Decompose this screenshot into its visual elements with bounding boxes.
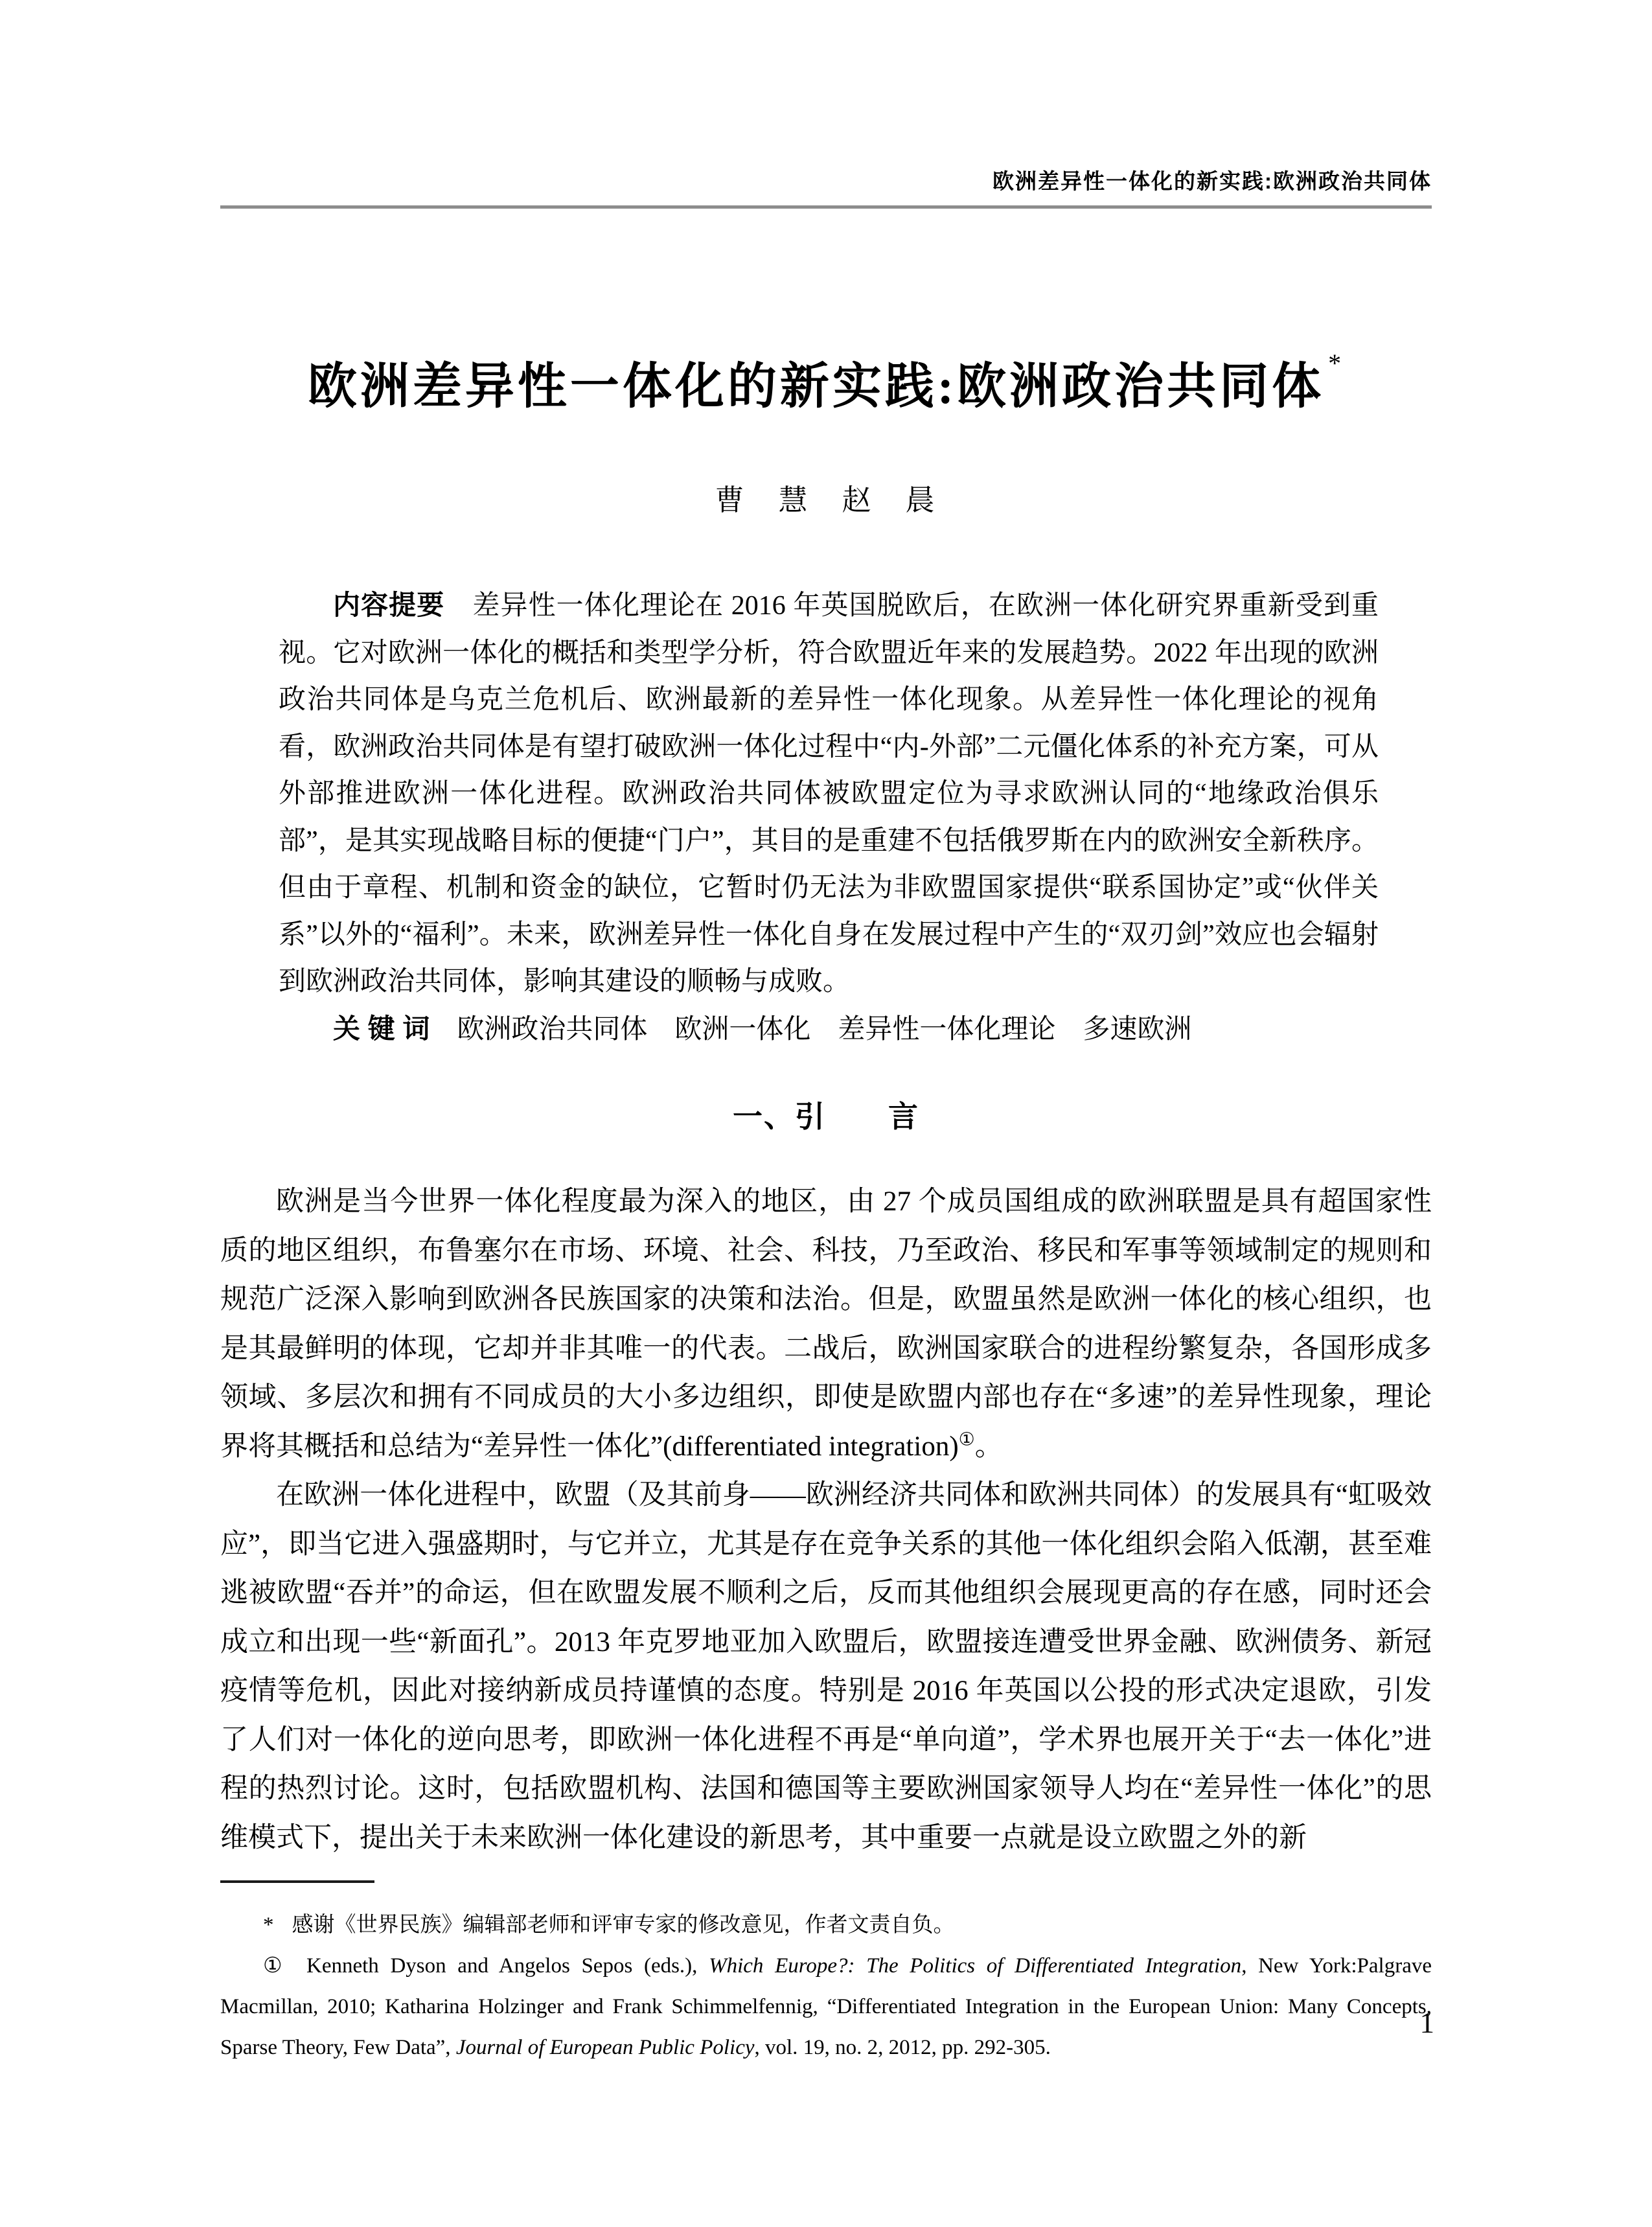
body-paragraph-2: 在欧洲一体化进程中，欧盟（及其前身——欧洲经济共同体和欧洲共同体）的发展具有“虹吸效应”，即当它进入强盛期时，与它并立，尤其是存在竞争关系的其他一体化组织会陷入低潮，甚至难逃被欧盟“吞并”的命运，但在欧盟发展不顺利之后，反而其他组织会展现更高的存在感，同时还会成立和出现一些“新面孔”。2013 年克罗地亚加入欧盟后，欧盟接连遭受世界金融、欧洲债务、新冠疫情等危机，因此对接纳新成员持谨慎的态度。特别是 2016 年英国以公投的形式决定退欧，引发了人们对一体化的逆向思考，即欧洲一体化进程不再是“单向道”，学术界也展开关于“去一体化”进程的热烈讨论。这时，包括欧盟机构、法国和德国等主要欧洲国家领导人均在“差异性一体化”的思维模式下，提出关于未来欧洲一体化建设的新思考，其中重要一点就是设立欧盟之外的新 [220,1480,1432,1853]
running-head: 欧洲差异性一体化的新实践:欧洲政治共同体 [992,169,1432,193]
body-paragraph-1-tail: 。 [974,1431,1003,1462]
abstract-body-text: 差异性一体化理论在 2016 年英国脱欧后，在欧洲一体化研究界重新受到重视。它对欧洲一体化的概括和类型学分析，符合欧盟近年来的发展趋势。2022 年出现的欧洲政治共同体是乌克兰危机后、欧洲最新的差异性一体化现象。从差异性一体化理论的视角看，欧洲政治共同体是有望打破欧洲一体化过程中“内-外部”二元僵化体系的补充方案，可从外部推进欧洲一体化进程。欧洲政治共同体被欧盟定位为寻求欧洲认同的“地缘政治俱乐部”，是其实现战略目标的便捷“门户”，其目的是重建不包括俄罗斯在内的欧洲安全新秩序。但由于章程、机制和资金的缺位，它暂时仍无法为非欧盟国家提供“联系国协定”或“伙伴关系”以外的“福利”。未来，欧洲差异性一体化自身在发展过程中产生的“双刃剑”效应也会辐射到欧洲政治共同体，影响其建设的顺畅与成败。 [279,591,1379,997]
abstract-section [279,582,1379,1053]
footnote-thanks-mark: * [263,1913,274,1937]
footnote-thanks [220,1905,1432,1946]
footnote-area [220,1880,1432,2068]
abstract-label: 内容提要 [333,590,445,620]
abstract-paragraph [279,582,1379,1006]
footnote-thanks-text: 感谢《世界民族》编辑部老师和评审专家的修改意见，作者文责自负。 [292,1913,955,1937]
header-divider-rule [220,205,1432,209]
authors-line: 曹 慧 赵 晨 [715,484,937,516]
section-heading-introduction: 一、引 言 [733,1100,919,1133]
article-title-text: 欧洲差异性一体化的新实践:欧洲政治共同体 [307,360,1325,414]
keywords-line [279,1006,1379,1054]
title-footnote-mark: * [1328,348,1345,378]
keywords-text: 欧洲政治共同体 欧洲一体化 差异性一体化理论 多速欧洲 [457,1014,1192,1044]
body-paragraph-1-text: 欧洲是当今世界一体化程度最为深入的地区，由 27 个成员国组成的欧洲联盟是具有超国家性质的地区组织，布鲁塞尔在市场、环境、社会、科技，乃至政治、移民和军事等领域制定的规则和规范广泛深入影响到欧洲各民族国家的决策和法治。但是，欧盟虽然是欧洲一体化的核心组织，也是其最鲜明的体现，它却并非其唯一的代表。二战后，欧洲国家联合的进程纷繁复杂，各国形成多领域、多层次和拥有不同成员的大小多边组织，即使是欧盟内部也存在“多速”的差异性现象，理论界将其概括和总结为“差异性一体化”(differentiated integration) [220,1186,1432,1462]
footnote-ref1-seg5: , vol. 19, no. 2, 2012, pp. 292-305. [754,2036,1051,2059]
footnote-reference-1 [220,1946,1432,2068]
footnote-ref1-booktitle: Which Europe?: The Politics of Differentiated Integration [709,1954,1242,1978]
article-body [220,1177,1432,1862]
body-paragraph-1 [220,1177,1432,1471]
footnote-ref1-mark: ① [263,1954,288,1978]
footnote-ref1-seg1: Kenneth Dyson and Angelos Sepos (eds.), [306,1954,709,1978]
footnote-ref1-seg3: , New York:Palgrave Macmillan, 2010; Katharina Holzinger and Frank Schimmelfennig, “Differentiated Integration in the European Union: Many Concepts, Sparse Theory, Few Data”, [220,1954,1432,2059]
page-number: 1 [1419,2007,1434,2039]
footnote-divider-rule [220,1880,374,1883]
footnote-ref1-journaltitle: Journal of European Public Policy [455,2036,755,2059]
article-title [220,348,1432,418]
footnote-ref-mark-1: ① [958,1429,975,1450]
keywords-label: 关 键 词 [333,1013,430,1044]
